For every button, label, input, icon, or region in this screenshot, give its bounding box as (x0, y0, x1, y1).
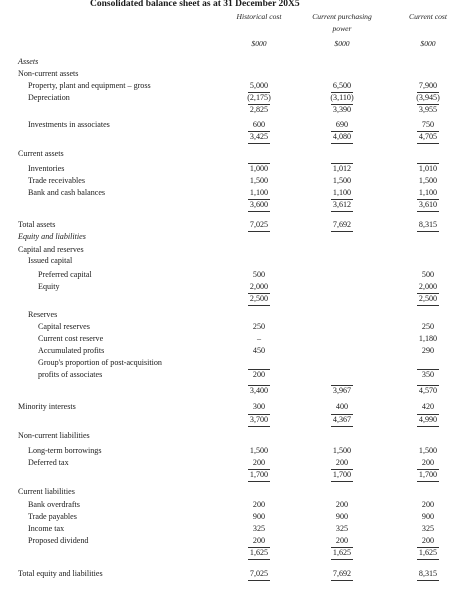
rule-below-current-liabilities-total-col3 (417, 559, 439, 560)
row-label-proposed-dividend: Proposed dividend (28, 536, 89, 545)
rule-below-issued-capital-total-col1 (248, 305, 270, 306)
rule-above-non-current-liabilities-total-col3 (417, 469, 439, 470)
row-label-non-current-liabilities-heading: Non-current liabilities (18, 431, 90, 440)
row-label-investments-in-associates: Investments in associates (28, 120, 110, 129)
cell-trade-payables-col3: 900 (421, 512, 435, 521)
cell-long-term-borrowings-col2: 1,500 (332, 446, 352, 455)
row-label-bank-cash: Bank and cash balances (28, 188, 106, 197)
rule-above-inventories-col2 (331, 163, 353, 164)
cell-reserves-total-col2: 3,967 (332, 386, 352, 395)
cell-proposed-dividend-col3: 200 (421, 536, 435, 545)
cell-issued-capital-total-col1: 2,500 (249, 294, 269, 303)
row-label-depreciation: Depreciation (28, 93, 70, 102)
cell-trade-payables-col2: 900 (335, 512, 349, 521)
rule-below-non-current-liabilities-total-col2 (331, 481, 353, 482)
cell-ppe-gross-col1: 5,000 (249, 81, 269, 90)
cell-proposed-dividend-col2: 200 (335, 536, 349, 545)
rule-below-equity-total-col3 (417, 426, 439, 427)
rule-below-total-equity-liabilities-col1 (248, 580, 270, 581)
row-label-group-proportion: Group's proportion of post-acquisition (38, 358, 162, 367)
row-label-current-cost-reserve: Current cost reserve (38, 334, 104, 343)
cell-ppe-net-col2: 3,390 (332, 105, 352, 114)
rule-below-current-assets-total-col1 (248, 211, 270, 212)
cell-equity-total-col2: 4,367 (332, 415, 352, 424)
rule-above-reserves-total-col2 (331, 385, 353, 386)
cell-capital-reserves-col1: 250 (252, 322, 266, 331)
cell-equity-total-col3: 4,990 (418, 415, 438, 424)
rule-above-non-current-total-col1 (248, 131, 270, 132)
rule-above-inventories-col1 (248, 163, 270, 164)
cell-depreciation-col2: (3,110) (330, 93, 354, 102)
rule-below-current-assets-total-col2 (331, 211, 353, 212)
rule-above-current-assets-total-col1 (248, 199, 270, 200)
rule-above-non-current-liabilities-total-col2 (331, 469, 353, 470)
column-header-current-purchasing-power-line2: power (332, 24, 352, 33)
rule-above-current-assets-total-col3 (417, 199, 439, 200)
cell-accumulated-profits-col1: 450 (252, 346, 266, 355)
cell-current-cost-reserve-col3: 1,180 (418, 334, 438, 343)
cell-equity-col3: 2,000 (418, 282, 438, 291)
cell-equity-total-col1: 3,700 (249, 415, 269, 424)
rule-below-issued-capital-total-col3 (417, 305, 439, 306)
row-label-current-liabilities-heading: Current liabilities (18, 487, 75, 496)
row-label-income-tax: Income tax (28, 524, 65, 533)
row-label-total-assets: Total assets (18, 220, 56, 229)
column-unit-historical-cost: $000 (251, 39, 267, 48)
rule-above-current-liabilities-total-col3 (417, 547, 439, 548)
cell-bank-overdrafts-col3: 200 (421, 500, 435, 509)
rule-above-reserves-total-col3 (417, 385, 439, 386)
row-label-current-assets-heading: Current assets (18, 149, 64, 158)
row-label-profits-of-associates: profits of associates (38, 370, 103, 379)
cell-long-term-borrowings-col3: 1,500 (418, 446, 438, 455)
cell-trade-receivables-col1: 1,500 (249, 176, 269, 185)
rule-above-non-current-total-col2 (331, 131, 353, 132)
rule-above-ppe-net-col3 (417, 104, 439, 105)
cell-non-current-total-col2: 4,080 (332, 132, 352, 141)
row-label-bank-overdrafts: Bank overdrafts (28, 500, 80, 509)
cell-preferred-capital-col3: 500 (421, 270, 435, 279)
rule-above-equity-total-col3 (417, 414, 439, 415)
cell-depreciation-col1: (2,175) (247, 93, 271, 102)
row-label-deferred-tax: Deferred tax (28, 458, 69, 467)
cell-income-tax-col1: 325 (252, 524, 266, 533)
column-header-current-cost: Current cost (409, 12, 447, 21)
cell-non-current-liabilities-total-col2: 1,700 (332, 470, 352, 479)
row-label-total-equity-liabilities: Total equity and liabilities (18, 569, 103, 578)
cell-non-current-total-col3: 4,705 (418, 132, 438, 141)
cell-bank-cash-col3: 1,100 (418, 188, 438, 197)
row-label-capital-reserves-heading: Capital and reserves (18, 245, 84, 254)
rule-above-issued-capital-total-col1 (248, 293, 270, 294)
cell-minority-interests-col3: 420 (421, 402, 435, 411)
cell-reserves-total-col3: 4,570 (418, 386, 438, 395)
row-label-preferred-capital: Preferred capital (38, 270, 92, 279)
column-unit-current-cost: $000 (420, 39, 436, 48)
cell-investments-in-associates-col3: 750 (421, 120, 435, 129)
column-header-current-purchasing-power: Current purchasing (312, 12, 372, 21)
cell-ppe-net-col1: 2,825 (249, 105, 269, 114)
row-label-long-term-borrowings: Long-term borrowings (28, 446, 102, 455)
rule-above-depreciation-col3 (417, 92, 439, 93)
cell-income-tax-col3: 325 (421, 524, 435, 533)
cell-inventories-col3: 1,010 (418, 164, 438, 173)
cell-trade-receivables-col2: 1,500 (332, 176, 352, 185)
cell-trade-receivables-col3: 1,500 (418, 176, 438, 185)
cell-total-equity-liabilities-col3: 8,315 (418, 569, 438, 578)
row-label-capital-reserves: Capital reserves (38, 322, 90, 331)
rule-below-non-current-total-col1 (248, 143, 270, 144)
cell-ppe-net-col3: 3,955 (418, 105, 438, 114)
cell-deferred-tax-col1: 200 (252, 458, 266, 467)
cell-ppe-gross-col3: 7,900 (418, 81, 438, 90)
rule-below-total-assets-col2 (331, 231, 353, 232)
row-label-reserves-heading: Reserves (28, 310, 58, 319)
rule-above-inventories-col3 (417, 163, 439, 164)
page-title: Consolidated balance sheet as at 31 December 20X5 (90, 0, 300, 9)
cell-accumulated-profits-col3: 290 (421, 346, 435, 355)
rule-below-non-current-total-col2 (331, 143, 353, 144)
rule-above-non-current-total-col3 (417, 131, 439, 132)
cell-ppe-gross-col2: 6,500 (332, 81, 352, 90)
cell-preferred-capital-col1: 500 (252, 270, 266, 279)
row-label-trade-payables: Trade payables (28, 512, 77, 521)
cell-inventories-col2: 1,012 (332, 164, 352, 173)
row-label-minority-interests: Minority interests (18, 402, 76, 411)
cell-reserves-total-col1: 3,400 (249, 386, 269, 395)
cell-current-cost-reserve-col1: – (256, 334, 262, 343)
cell-total-assets-col3: 8,315 (418, 220, 438, 229)
cell-long-term-borrowings-col1: 1,500 (249, 446, 269, 455)
cell-non-current-liabilities-total-col1: 1,700 (249, 470, 269, 479)
rule-above-equity-total-col1 (248, 414, 270, 415)
column-unit-current-purchasing-power: $000 (334, 39, 350, 48)
cell-current-assets-total-col3: 3,610 (418, 200, 438, 209)
cell-current-assets-total-col2: 3,612 (332, 200, 352, 209)
cell-non-current-total-col1: 3,425 (249, 132, 269, 141)
cell-bank-overdrafts-col1: 200 (252, 500, 266, 509)
row-label-equity-liabilities-heading: Equity and liabilities (18, 232, 86, 241)
row-label-ppe-gross: Property, plant and equipment – gross (28, 81, 151, 90)
rule-below-total-equity-liabilities-col2 (331, 580, 353, 581)
rule-below-total-equity-liabilities-col3 (417, 580, 439, 581)
row-label-non-current-assets-heading: Non-current assets (18, 69, 79, 78)
rule-below-current-assets-total-col3 (417, 211, 439, 212)
rule-below-equity-total-col1 (248, 426, 270, 427)
cell-investments-in-associates-col1: 600 (252, 120, 266, 129)
cell-current-liabilities-total-col3: 1,625 (418, 548, 438, 557)
cell-proposed-dividend-col1: 200 (252, 536, 266, 545)
rule-above-depreciation-col1 (248, 92, 270, 93)
rule-above-profits-of-associates-col3 (417, 369, 439, 370)
row-label-equity: Equity (38, 282, 60, 291)
cell-deferred-tax-col2: 200 (335, 458, 349, 467)
cell-current-assets-total-col1: 3,600 (249, 200, 269, 209)
rule-below-total-assets-col3 (417, 231, 439, 232)
row-label-issued-capital-heading: Issued capital (28, 256, 73, 265)
row-label-trade-receivables: Trade receivables (28, 176, 86, 185)
column-header-historical-cost: Historical cost (236, 12, 282, 21)
rule-above-current-assets-total-col2 (331, 199, 353, 200)
rule-above-ppe-net-col2 (331, 104, 353, 105)
rule-above-ppe-net-col1 (248, 104, 270, 105)
rule-below-non-current-total-col3 (417, 143, 439, 144)
cell-income-tax-col2: 325 (335, 524, 349, 533)
cell-minority-interests-col1: 300 (252, 402, 266, 411)
rule-above-depreciation-col2 (331, 92, 353, 93)
cell-total-assets-col2: 7,692 (332, 220, 352, 229)
cell-total-equity-liabilities-col1: 7,025 (249, 569, 269, 578)
cell-deferred-tax-col3: 200 (421, 458, 435, 467)
row-label-inventories: Inventories (28, 164, 65, 173)
cell-current-liabilities-total-col2: 1,625 (332, 548, 352, 557)
cell-profits-of-associates-col1: 200 (252, 370, 266, 379)
rule-above-issued-capital-total-col3 (417, 293, 439, 294)
rule-above-current-liabilities-total-col2 (331, 547, 353, 548)
rule-above-non-current-liabilities-total-col1 (248, 469, 270, 470)
cell-minority-interests-col2: 400 (335, 402, 349, 411)
cell-investments-in-associates-col2: 690 (335, 120, 349, 129)
rule-below-non-current-liabilities-total-col1 (248, 481, 270, 482)
cell-total-assets-col1: 7,025 (249, 220, 269, 229)
rule-below-total-assets-col1 (248, 231, 270, 232)
cell-total-equity-liabilities-col2: 7,692 (332, 569, 352, 578)
cell-non-current-liabilities-total-col3: 1,700 (418, 470, 438, 479)
rule-below-equity-total-col2 (331, 426, 353, 427)
cell-depreciation-col3: (3,945) (416, 93, 440, 102)
rule-above-current-liabilities-total-col1 (248, 547, 270, 548)
rule-below-current-liabilities-total-col1 (248, 559, 270, 560)
cell-trade-payables-col1: 900 (252, 512, 266, 521)
cell-profits-of-associates-col3: 350 (421, 370, 435, 379)
row-label-assets-heading: Assets (18, 57, 39, 66)
cell-bank-cash-col2: 1,100 (332, 188, 352, 197)
rule-below-non-current-liabilities-total-col3 (417, 481, 439, 482)
cell-capital-reserves-col3: 250 (421, 322, 435, 331)
row-label-accumulated-profits: Accumulated profits (38, 346, 105, 355)
cell-equity-col1: 2,000 (249, 282, 269, 291)
rule-above-equity-total-col2 (331, 414, 353, 415)
rule-above-reserves-total-col1 (248, 385, 270, 386)
rule-below-current-liabilities-total-col2 (331, 559, 353, 560)
rule-above-profits-of-associates-col1 (248, 369, 270, 370)
cell-inventories-col1: 1,000 (249, 164, 269, 173)
cell-bank-overdrafts-col2: 200 (335, 500, 349, 509)
cell-issued-capital-total-col3: 2,500 (418, 294, 438, 303)
cell-bank-cash-col1: 1,100 (249, 188, 269, 197)
cell-current-liabilities-total-col1: 1,625 (249, 548, 269, 557)
